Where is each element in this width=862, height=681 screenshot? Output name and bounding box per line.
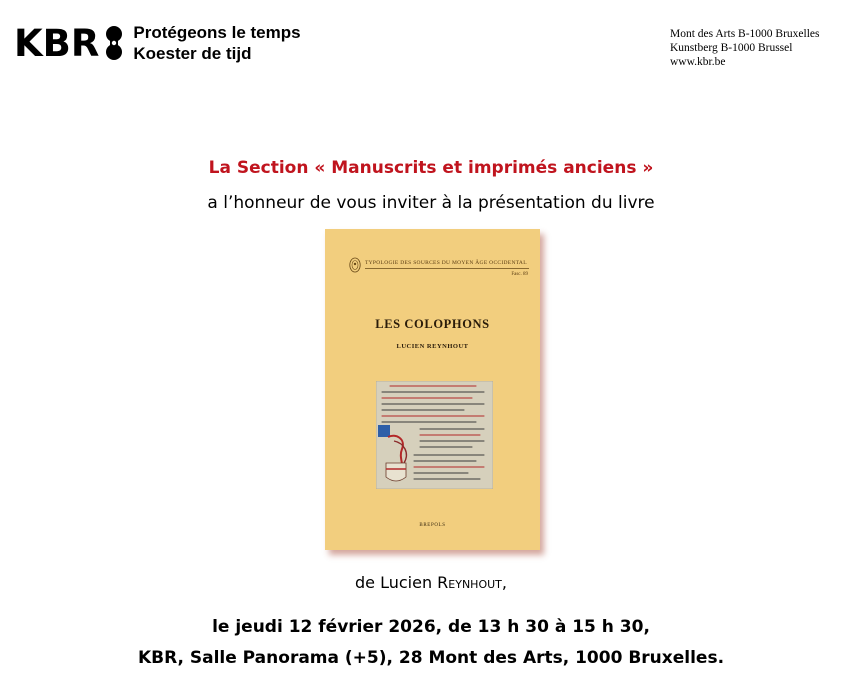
kbr-logo — [14, 22, 301, 64]
author-prefix: de Lucien — [355, 573, 438, 592]
author-surname: Reynhout — [437, 573, 502, 592]
tagline-fr: Protégeons le temps — [133, 23, 301, 42]
event-date: le jeudi 12 février 2026, de 13 h 30 à 15 h 30, — [212, 617, 650, 637]
logo-mark-icon — [105, 25, 123, 61]
event-place: KBR, Salle Panorama (+5), 28 Mont des Arts, 1000 Bruxelles. — [137, 648, 725, 668]
book-fascicle: Fasc. 89 — [511, 272, 528, 277]
invite-text: a l’honneur de vous inviter à la présentation du livre — [207, 193, 655, 213]
book-publisher: BREPOLS — [419, 523, 446, 528]
author-line — [0, 573, 862, 592]
website-link[interactable]: www.kbr.be — [670, 56, 726, 68]
address-block — [670, 27, 820, 69]
tagline-nl: Koester de tijd — [133, 44, 252, 63]
section-title: La Section « Manuscrits et imprimés anciens » — [208, 158, 654, 178]
book-series: TYPOLOGIE DES SOURCES DU MOYEN ÂGE OCCIDENTAL — [365, 260, 527, 266]
series-rule — [365, 268, 529, 269]
book-cover — [325, 229, 540, 550]
address-line-fr: Mont des Arts B-1000 Bruxelles — [670, 28, 820, 40]
book-author: LUCIEN REYNHOUT — [396, 343, 469, 350]
address-line-nl: Kunstberg B-1000 Brussel — [670, 42, 793, 54]
seal-icon — [349, 257, 361, 273]
book-title: LES COLOPHONS — [375, 317, 490, 331]
logo-tagline — [133, 22, 300, 64]
author-suffix: , — [501, 573, 507, 592]
manuscript-illustration — [376, 381, 493, 489]
logo-wordmark: KBR — [14, 21, 100, 65]
